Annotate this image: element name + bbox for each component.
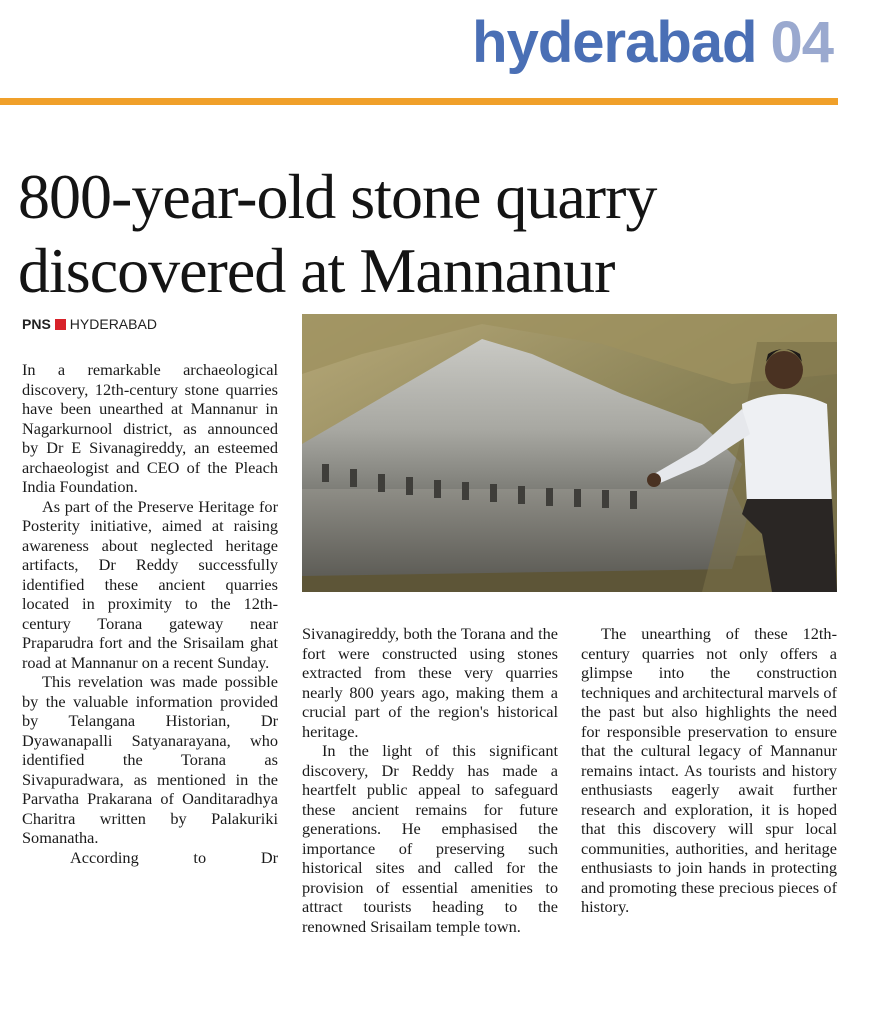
- article-column-3: [581, 624, 837, 917]
- paragraph: The unearthing of these 12th-century quarries not only offers a glimpse into the construction techniques and architectural marvels of the past but also highlights the need for responsible preservation to ensure that the cultural legacy of Mannanur remains intact. As tourists and history enthusiasts eagerly await further research and exploration, it is hoped that this discovery will spur local communities, authorities, and heritage enthusiasts to join hands in protecting and promoting these precious pieces of history.: [581, 624, 837, 916]
- byline-agency: PNS: [22, 316, 51, 332]
- paragraph: According to Dr: [70, 847, 278, 867]
- headline: [18, 160, 848, 308]
- byline-location: HYDERABAD: [69, 316, 157, 332]
- paragraph: In the light of this significant discovery, Dr Reddy has made a heartfelt public appeal to safeguard these ancient remains for future generations. He emphasised the importance of preserving such historical sites and called for the provision of essential amenities to attract tourists heading to the renowned Srisailam temple town.: [302, 741, 558, 936]
- byline-separator-icon: [55, 319, 66, 330]
- byline: [22, 316, 157, 332]
- article-column-1: [22, 360, 278, 867]
- article-photo: [302, 314, 837, 592]
- paragraph: This revelation was made possible by the valuable information provided by Telangana Historian, Dr Dyawanapalli Satyanarayana, who identified the Torana as Sivapuradwara, as mentioned in the Parvatha Prakarana of Oanditaradhya Charitra written by Palakuriki Somanatha.: [22, 672, 278, 847]
- paragraph: As part of the Preserve Heritage for Posterity initiative, aimed at raising awareness about neglected heritage artifacts, Dr Reddy successfully identified these ancient quarries located in proximity to the 12th-century Torana gateway near Praparudra fort and the Srisailam ghat road at Mannanur on a recent Sunday.: [22, 496, 278, 672]
- section-name: hyderabad: [472, 10, 757, 75]
- headline-line-2: discovered at Mannanur: [18, 235, 615, 306]
- paragraph: In a remarkable archaeological discovery, 12th-century stone quarries have been unearthed at Mannanur in Nagarkurnool district, as announced by Dr E Sivanagireddy, an esteemed archaeologist and CEO of the Pleach India Foundation.: [22, 360, 278, 496]
- section-masthead: [472, 10, 833, 75]
- headline-line-1: 800-year-old stone quarry: [18, 161, 657, 232]
- paragraph: Sivanagireddy, both the Torana and the fort were constructed using stones extracted from these very quarries nearly 800 years ago, making them a crucial part of the region's historical heritage.: [302, 624, 558, 741]
- masthead-rule: [0, 98, 838, 105]
- article-column-2: [302, 624, 558, 936]
- page-number: 04: [770, 10, 833, 75]
- quarry-photo-illustration: [302, 314, 837, 592]
